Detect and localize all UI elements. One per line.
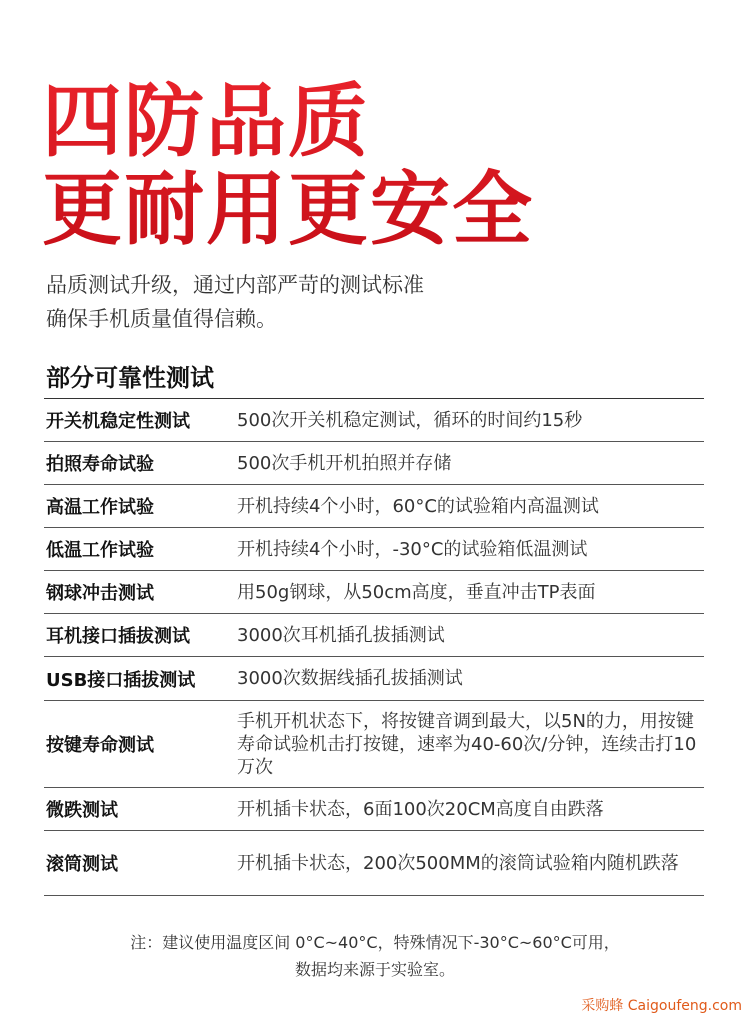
test-name: 开关机稳定性测试 <box>46 411 190 432</box>
test-name: 低温工作试验 <box>46 540 154 561</box>
reliability-test-table <box>44 398 704 896</box>
headline-line-1: 四防品质 <box>42 75 370 168</box>
test-description: 开机持续4个小时，60°C的试验箱内高温测试 <box>237 495 599 517</box>
intro-text <box>46 268 424 336</box>
test-name: 耳机接口插拔测试 <box>46 626 190 647</box>
table-row <box>44 528 704 571</box>
test-name: 高温工作试验 <box>46 497 154 518</box>
table-row <box>44 399 704 442</box>
table-row <box>44 788 704 831</box>
footnote-line-1: 注：建议使用温度区间 0°C~40°C，特殊情况下-30°C~60°C可用， <box>130 933 620 952</box>
test-description: 开机持续4个小时，-30°C的试验箱低温测试 <box>237 538 588 560</box>
test-description: 3000次耳机插孔拔插测试 <box>237 624 445 646</box>
test-description: 500次开关机稳定测试，循环的时间约15秒 <box>237 409 583 431</box>
test-name: 微跌测试 <box>46 800 118 821</box>
footnote <box>0 929 750 983</box>
section-title: 部分可靠性测试 <box>46 364 214 392</box>
headline-line-2: 更耐用更安全 <box>42 163 534 256</box>
test-name: 按键寿命测试 <box>46 735 154 756</box>
watermark: 采购蜂 Caigoufeng.com <box>581 998 742 1014</box>
test-description: 用50g钢球，从50cm高度，垂直冲击TP表面 <box>237 581 596 603</box>
test-description: 3000次数据线插孔拔插测试 <box>237 668 463 689</box>
intro-line-1: 品质测试升级，通过内部严苛的测试标准 <box>46 273 424 297</box>
test-description: 手机开机状态下，将按键音调到最大，以5N的力，用按键寿命试验机击打按键，速率为40-60次/分钟，连续击打10万次 <box>237 710 697 778</box>
table-row <box>44 701 704 788</box>
table-row <box>44 831 704 896</box>
test-name: USB接口插拔测试 <box>46 669 196 691</box>
table-row <box>44 485 704 528</box>
headline <box>42 75 534 256</box>
test-description: 开机插卡状态，200次500MM的滚筒试验箱内随机跌落 <box>237 852 679 874</box>
test-description: 500次手机开机拍照并存储 <box>237 452 452 474</box>
table-row <box>44 657 704 701</box>
intro-line-2: 确保手机质量值得信赖。 <box>46 307 277 331</box>
table-row <box>44 571 704 614</box>
table-row <box>44 614 704 657</box>
test-name: 滚筒测试 <box>46 854 118 875</box>
footnote-line-2: 数据均来源于实验室。 <box>294 960 455 979</box>
test-name: 拍照寿命试验 <box>46 454 154 475</box>
test-name: 钢球冲击测试 <box>46 583 154 604</box>
table-row <box>44 442 704 485</box>
test-description: 开机插卡状态，6面100次20CM高度自由跌落 <box>237 798 604 820</box>
